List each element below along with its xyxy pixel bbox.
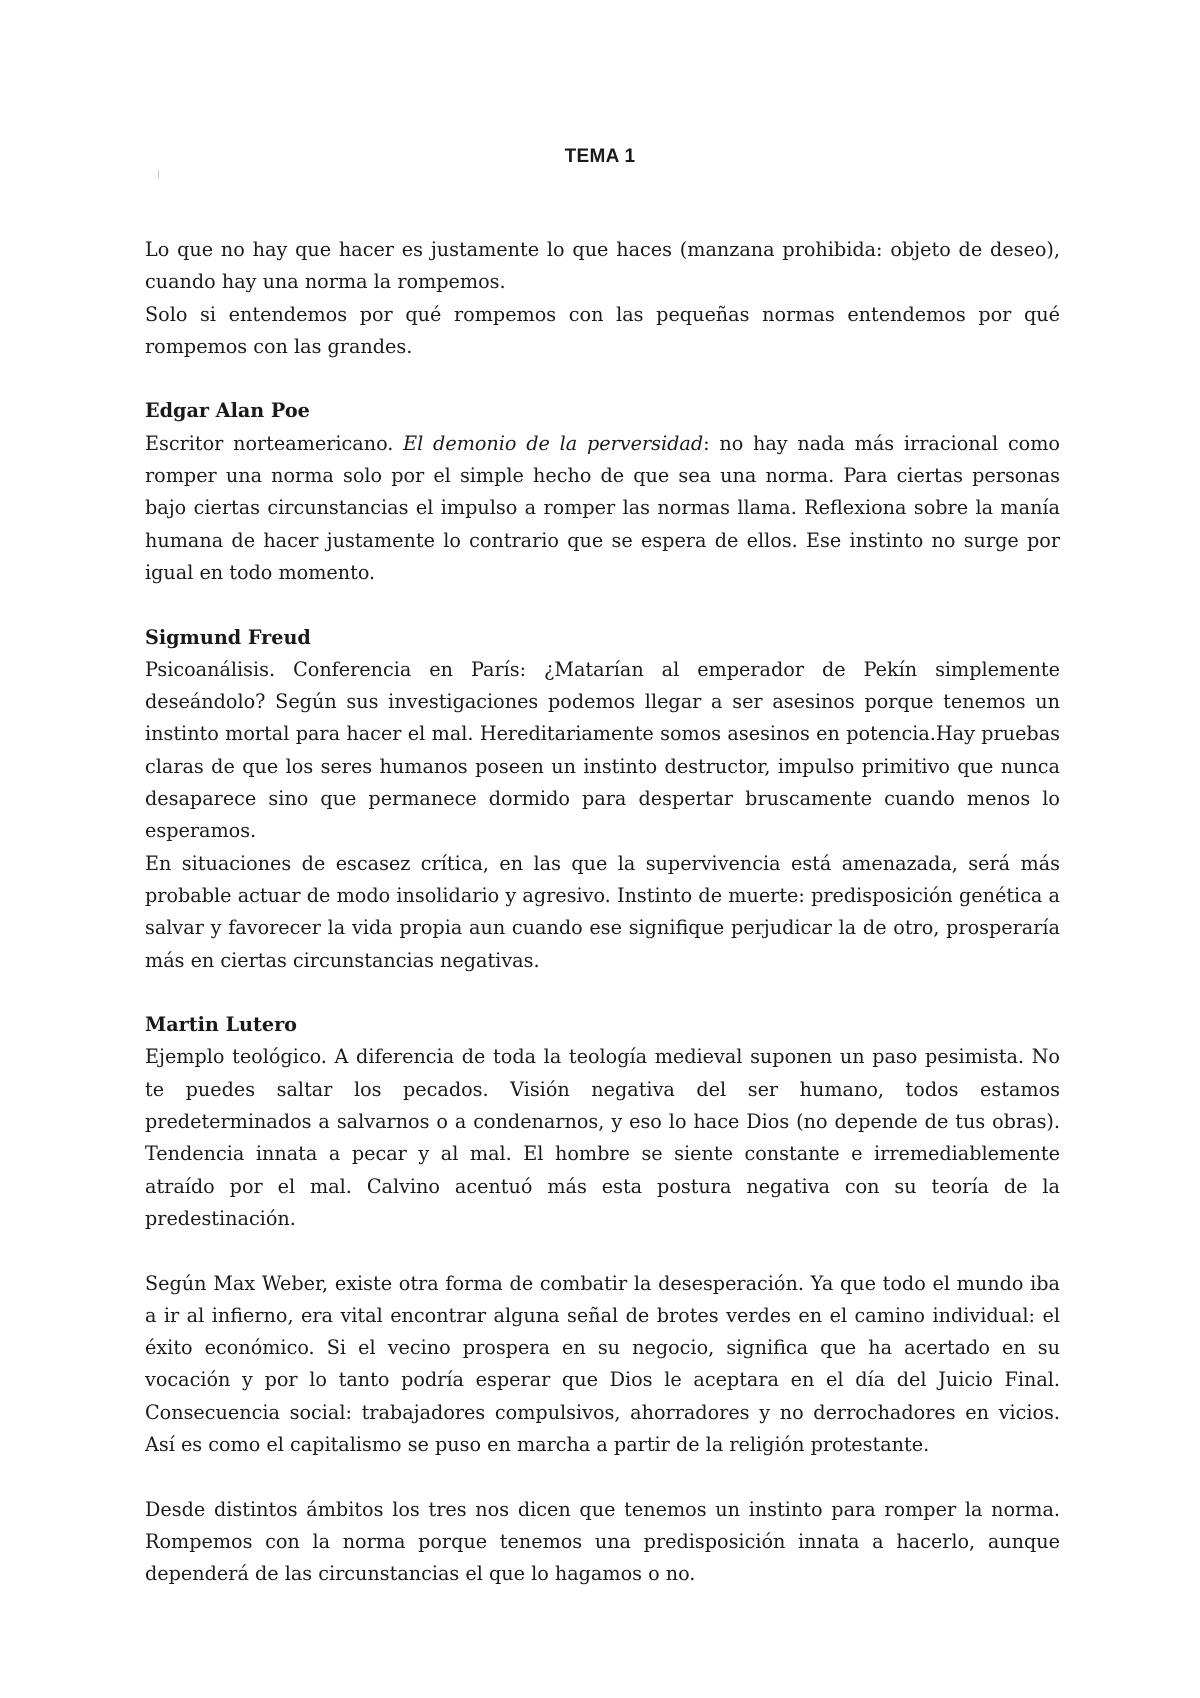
conclusion-paragraph: Desde distintos ámbitos los tres nos dicen que tenemos un instinto para romper la norma. Rompemos con la norma porque tenemos una predisposición innata a hacerlo, aunque dependerá de las circunstancias el que lo hagamos o no. <box>145 1497 1060 1586</box>
spacer <box>145 363 1060 395</box>
document-body <box>145 234 1060 1590</box>
section-heading-freud: Sigmund Freud <box>145 625 311 649</box>
poe-text-after: : no hay nada más irracional como romper una norma solo por el simple hecho de que sea una norma. Para ciertas personas bajo ciertas circunstancias el impulso a romper las normas llama. Reflexiona sobre la manía humana de hacer justamente lo contrario que se espera de ellos. Ese instinto no surge por igual en todo momento. <box>145 431 1060 584</box>
freud-paragraph-2: En situaciones de escasez crítica, en las que la supervivencia está amenazada, será más probable actuar de modo insolidario y agresivo. Instinto de muerte: predisposición genética a salvar y favorecer la vida propia aun cuando ese signifique perjudicar la de otro, prosperaría más en ciertas circunstancias negativas. <box>145 851 1060 972</box>
poe-text-before: Escritor norteamericano. <box>145 431 404 455</box>
spacer <box>145 589 1060 621</box>
intro-paragraph-2: Solo si entendemos por qué rompemos con las pequeñas normas entendemos por qué rompemos con las grandes. <box>145 302 1060 358</box>
spacer <box>145 977 1060 1009</box>
margin-mark <box>158 170 159 178</box>
spacer <box>145 1461 1060 1493</box>
section-heading-lutero: Martin Lutero <box>145 1013 297 1037</box>
intro-paragraph-1: Lo que no hay que hacer es justamente lo que haces (manzana prohibida: objeto de deseo), cuando hay una norma la rompemos. <box>145 238 1060 294</box>
poe-paragraph <box>145 428 1060 589</box>
weber-paragraph: Según Max Weber, existe otra forma de combatir la desesperación. Ya que todo el mundo iba a ir al infierno, era vital encontrar alguna señal de brotes verdes en el camino individual: el éxito económico. Si el vecino prospera en su negocio, significa que ha acertado en su vocación y por lo tanto podría esperar que Dios le aceptara en el día del Juicio Final. Consecuencia social: trabajadores compulsivos, ahorradores y no derrochadores en vicios. Así es como el capitalismo se puso en marcha a partir de la religión protestante. <box>145 1271 1060 1456</box>
freud-paragraph-1: Psicoanálisis. Conferencia en París: ¿Matarían al emperador de Pekín simplemente deseándolo? Según sus investigaciones podemos llegar a ser asesinos porque tenemos un instinto mortal para hacer el mal. Hereditariamente somos asesinos en potencia.Hay pruebas claras de que los seres humanos poseen un instinto destructor, impulso primitivo que nunca desaparece sino que permanece dormido para despertar bruscamente cuando menos lo esperamos. <box>145 657 1060 843</box>
spacer <box>145 1235 1060 1267</box>
section-heading-poe: Edgar Alan Poe <box>145 399 310 423</box>
poe-book-title: El demonio de la perversidad <box>403 431 704 455</box>
page-title: TEMA 1 <box>564 146 636 167</box>
lutero-paragraph: Ejemplo teológico. A diferencia de toda la teología medieval suponen un paso pesimista. No te puedes saltar los pecados. Visión negativa del ser humano, todos estamos predeterminados a salvarnos o a condenarnos, y eso lo hace Dios (no depende de tus obras). Tendencia innata a pecar y al mal. El hombre se siente constante e irremediablemente atraído por el mal. Calvino acentuó más esta postura negativa con su teoría de la predestinación. <box>145 1045 1060 1230</box>
